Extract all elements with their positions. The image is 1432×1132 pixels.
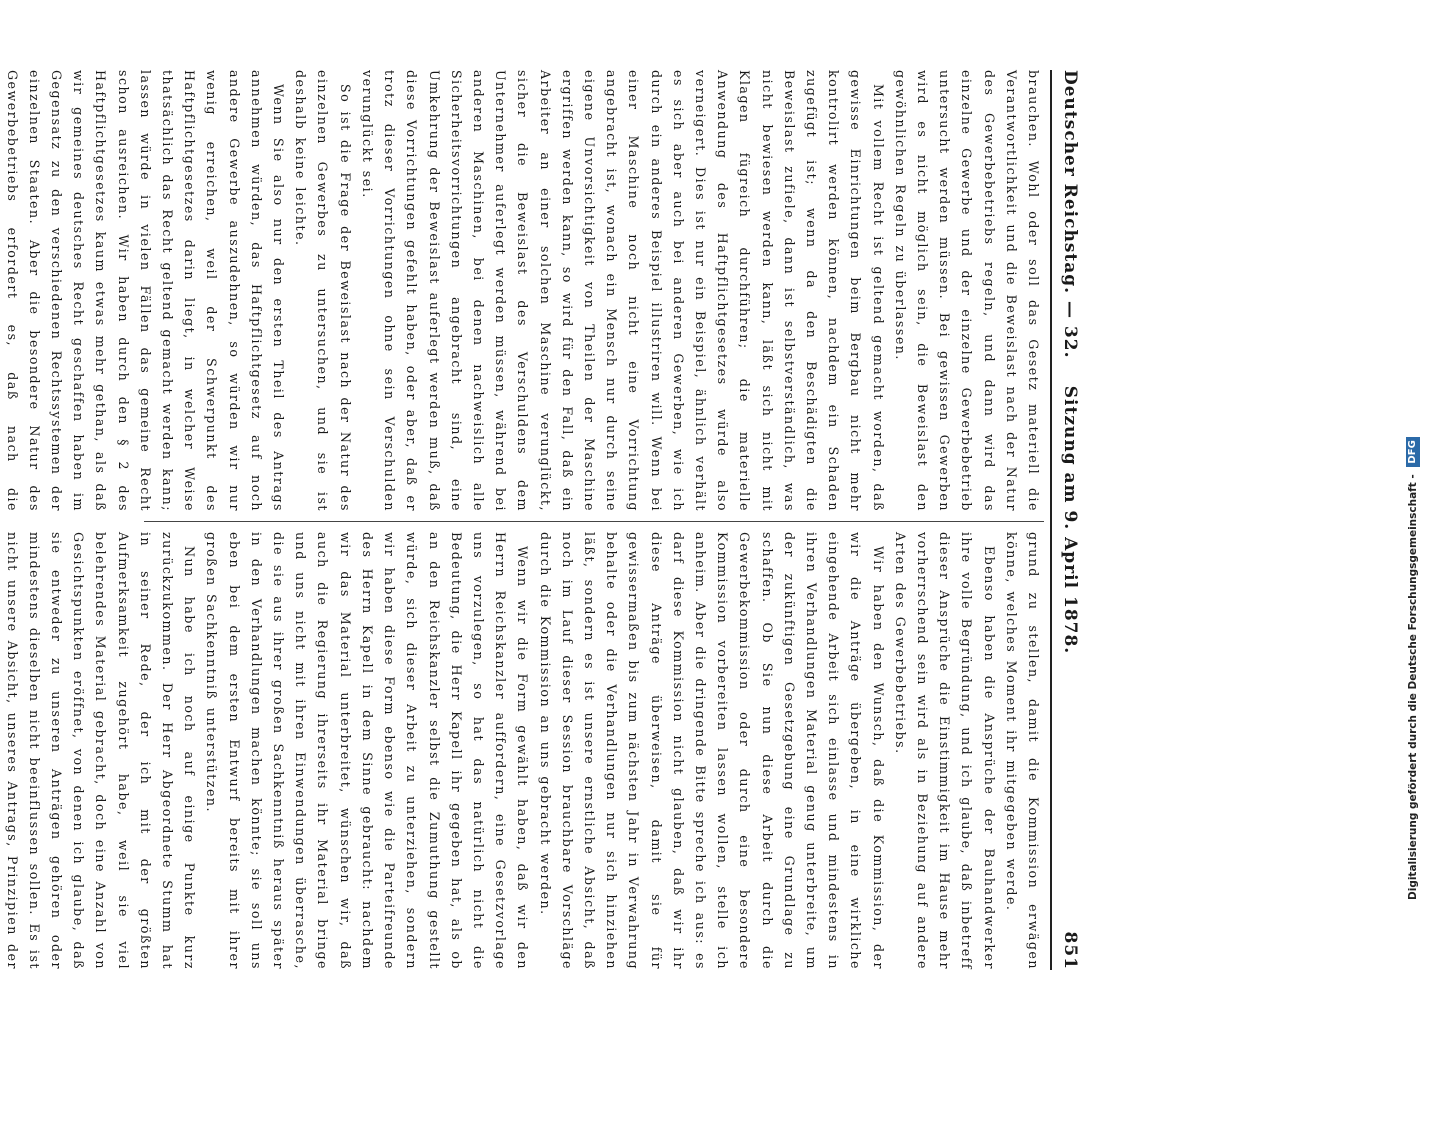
- column-divider: [144, 521, 1044, 522]
- text-column-right: [4, 532, 1044, 970]
- paragraph: Mit vollem Recht ist geltend gemacht worden, daß gewisse Einrichtungen beim Bergbau nicht mehr kontrolirt werden können, nachdem ein Schaden zugefügt ist; wenn da den Beschädigten die Beweislast zufiele, dann ist selbstverständlich, was nicht bewiesen werden kann, läßt sich nicht mit Klagen fügreich durchführen; die materielle Anwendung des Haftpflichtgesetzes würde also verneigert. Dies ist nur ein Beispiel, ähnlich verhält es sich aber auch bei anderen Gewerben, wie ich durch ein anderes Beispiel illustriren will. Wenn bei einer Maschine noch nicht eine Vorrichtung angebracht ist, wonach ein Mensch nur durch seine eigene Unvorsichtigkeit von Theilen der Maschine ergriffen werden kann, so wird für den Fall, daß ein Arbeiter an einer solchen Maschine verunglückt, sicher die Beweislast des Verschuldens dem Unternehmer auferlegt werden müssen, während bei anderen Maschinen, bei denen nachweislich alle Sicherheitsvorrichtungen angebracht sind, eine Umkehrung der Beweislast auferlegt werden muß, daß diese Vorrichtungen gefehlt haben, oder aber, daß er trotz dieser Vorrichtungen ohne sein Verschulden verunglückt sei.: [359, 70, 886, 512]
- header-rule: [1050, 70, 1052, 970]
- paragraph: brauchen. Wohl oder soll das Gesetz materiell die Verantwortlichkeit und die Beweislast nach der Natur des Gewerbebetriebs regeln, und dann wird das einzelne Gewerbe und der einzelne Gewerbebetrieb untersucht werden müssen. Bei gewissen Gewerben wird es nicht möglich sein, die Beweislast den gewöhnlichen Regeln zu überlassen.: [892, 70, 1041, 512]
- paragraph: So ist die Frage der Beweislast nach der Natur des einzelnen Gewerbes zu untersuchen, und sie ist deshalb keine leichte.: [293, 70, 353, 512]
- paragraph: Wir haben den Wunsch, daß die Kommission, der wir die Anträge übergeben, in eine wirkliche eingehende Arbeit sich einlasse und mindestens in ihren Verhandlungen Material genug unterbreite, um der zukünftigen Gesetzgebung eine Grundlage zu schaffen. Ob Sie nun diese Arbeit durch die Gewerbekommission oder durch eine besondere Kommission vorbereiten lassen wollen, stelle ich anheim. Aber die dringende Bitte spreche ich aus: es darf diese Kommission nicht glauben, daß wir ihr diese Anträge überweisen, damit sie für gewissermaßen bis zum nächsten Jahr in Verwahrung behalte oder die Verhandlungen nur sich hinziehen läßt, sondern es ist unsere ernstliche Absicht, daß noch im Lauf dieser Session brauchbare Vorschläge durch die Kommission an uns gebracht werden.: [537, 532, 886, 970]
- paragraph: Wenn wir die Form gewählt haben, daß wir den Herrn Reichskanzler auffordern, eine Gesetzvorlage uns vorzulegen, so hat das natürlich nicht die Bedeutung, die Herr Kapell ihr gegeben hat, als ob an den Reichskanzler selbst die Zumuthung gestellt würde, sich dieser Arbeit zu unterziehen, sondern wir haben diese Form ebenso wie die Parteifreunde des Herrn Kapell in dem Sinne gebraucht: nachdem wir das Material unterbreitet, wünschen wir, daß auch die Regierung ihrerseits ihr Material bringe und uns nicht mit ihren Einwendungen überrasche, die sie aus ihrer großen Sachkenntniß heraus später in den Verhandlungen machen könnte; sie soll uns eben bei dem ersten Entwurf bereits mit ihrer großen Sachkenntniß unterstützen.: [204, 532, 531, 970]
- paragraph: Nun habe ich noch auf einige Punkte kurz zurückzukommen. Der Herr Abgeordnete Stumm hat in seiner Rede, der ich mit der größten Aufmerksamkeit zugehört habe, weil sie viel belehrendes Material gebracht, doch eine Anzahl von Gesichtspunkten eröffnet, von denen ich glaube, daß sie entweder zu unseren Anträgen gehören oder mindestens dieselben nicht beeinflussen sollen. Es ist nicht unsere Absicht, unseres Antrags, Prinzipien der: [4, 532, 198, 970]
- publication-title: Deutscher Reichstag. — 32.: [1060, 70, 1080, 359]
- page-header: [1054, 70, 1080, 970]
- paragraph: grund zu stellen, damit die Kommission erwägen könne, welches Moment ihr mitgegeben werde.: [1003, 532, 1041, 970]
- paragraph: Wenn Sie also nur den ersten Theil des Antrags annehmen würden, das Haftpflichtgesetz auf noch andere Gewerbe auszudehnen, so würden wir nur wenig erreichen, weil der Schwerpunkt des Haftpflichtgesetzes darin liegt, in welcher Weise thatsächlich das Recht geltend gemacht werden kann; lassen würde in vielen Fällen das gemeine Recht schon ausreichen. Wir haben durch den § 2 des Haftpflichtgesetzes kaum etwas mehr gethan, als daß wir gemeines deutsches Recht geschaffen haben im Gegensatz zu den verschiedenen Rechtssystemen der einzelnen Staaten. Aber die besondere Natur des Gewerbebetriebs erfordert es, daß nach die: [4, 70, 287, 512]
- dfg-footer: [1396, 250, 1430, 900]
- newspaper-page: [4, 70, 1080, 1132]
- dfg-notice: [1396, 250, 1430, 900]
- page-number: 851: [1060, 931, 1080, 970]
- session-title: Sitzung am 9. April 1878.: [1060, 385, 1080, 655]
- text-column-left: [4, 70, 1044, 512]
- dfg-logo: DFG: [1406, 437, 1420, 466]
- dfg-notice-text: Digitalisierung gefördert durch die Deutsche Forschungsgemeinschaft -: [1407, 474, 1419, 900]
- paragraph: Ebenso haben die Ansprüche der Bauhandwerker ihre volle Begründung, und ich glaube, daß inbetreff dieser Ansprüche die Einstimmigkeit im Hause mehr vorherrschend sein wird als in Beziehung auf andere Arten des Gewerbebetriebs.: [892, 532, 997, 970]
